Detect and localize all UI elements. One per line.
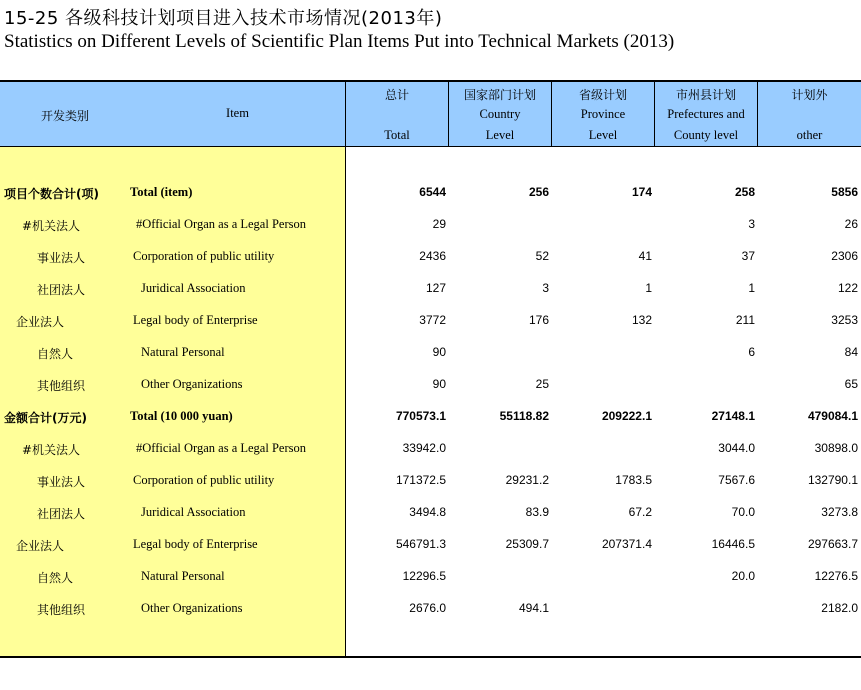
row-label-en: Corporation of public utility: [133, 249, 275, 263]
cell-other: 84: [844, 345, 858, 359]
row-label-cn: 事业法人: [37, 251, 86, 265]
row-label-cn: #机关法人: [22, 443, 81, 457]
cell-other: 2306: [831, 249, 858, 263]
cell-prefecture: 37: [741, 249, 755, 263]
cell-province: 207371.4: [601, 537, 652, 551]
table-row: [0, 530, 861, 562]
table-row: [0, 274, 861, 306]
table-row: [0, 562, 861, 594]
cell-prefecture: 211: [735, 313, 755, 327]
header-other-en: other: [796, 128, 823, 142]
row-label-cn: 其他组织: [37, 603, 86, 617]
row-label-en: Corporation of public utility: [133, 473, 275, 487]
cell-country: 256: [528, 185, 549, 199]
cell-province: 1783.5: [615, 473, 652, 487]
table-row-total-amount: [0, 402, 861, 434]
cell-prefecture: 27148.1: [711, 409, 755, 423]
header-prefecture: [655, 82, 757, 146]
cell-province: 67.2: [628, 505, 652, 519]
cell-other: 3273.8: [821, 505, 858, 519]
cell-other: 12276.5: [814, 569, 858, 583]
table-row: [0, 370, 861, 402]
cell-province: 209222.1: [601, 409, 652, 423]
header-province-en1: Province: [580, 107, 626, 121]
header-country-cn: 国家部门计划: [463, 88, 536, 102]
row-label-en: #Official Organ as a Legal Person: [136, 441, 306, 455]
table-row: [0, 242, 861, 274]
header-province-cn: 省级计划: [578, 88, 627, 102]
row-label-en: Natural Personal: [141, 569, 225, 583]
row-label-cn: 社团法人: [37, 507, 86, 521]
header-province: [552, 82, 654, 146]
row-label-cn: 项目个数合计(项): [4, 187, 99, 201]
cell-other: 3253: [831, 313, 858, 327]
cell-country: 83.9: [525, 505, 549, 519]
cell-prefecture: 20.0: [731, 569, 755, 583]
cell-total: 33942.0: [402, 441, 446, 455]
header-country: [449, 82, 551, 146]
header-prefecture-en2: County level: [673, 128, 739, 142]
cell-prefecture: 1: [748, 281, 755, 295]
cell-other: 132790.1: [807, 473, 858, 487]
row-label-en: Other Organizations: [141, 601, 243, 615]
header-item-en: Item: [226, 106, 249, 120]
header-other-cn: 计划外: [791, 88, 828, 102]
header-other: [758, 82, 861, 146]
table-row: [0, 338, 861, 370]
cell-prefecture: 70.0: [731, 505, 755, 519]
table-row: [0, 594, 861, 626]
cell-other: 5856: [831, 185, 858, 199]
cell-other: 30898.0: [814, 441, 858, 455]
row-label-en: Legal body of Enterprise: [133, 537, 258, 551]
cell-total: 3494.8: [409, 505, 446, 519]
row-label-en: Total (10 000 yuan): [130, 409, 233, 423]
cell-prefecture: 258: [734, 185, 755, 199]
cell-other: 2182.0: [821, 601, 858, 615]
row-label-cn: 事业法人: [37, 475, 86, 489]
cell-country: 494.1: [518, 601, 549, 615]
page-title-english: Statistics on Different Levels of Scientific Plan Items Put into Technical Markets (2013): [4, 31, 675, 52]
row-label-cn: 其他组织: [37, 379, 86, 393]
cell-country: 29231.2: [505, 473, 549, 487]
cell-prefecture: 3044.0: [718, 441, 755, 455]
cell-other: 297663.7: [807, 537, 858, 551]
table-row: [0, 306, 861, 338]
header-province-en2: Level: [588, 128, 618, 142]
cell-other: 122: [837, 281, 858, 295]
header-type-cn: 开发类别: [40, 109, 89, 123]
cell-country: 25: [535, 377, 549, 391]
row-label-en: Natural Personal: [141, 345, 225, 359]
table-row: [0, 466, 861, 498]
row-label-cn: 社团法人: [37, 283, 86, 297]
cell-other: 26: [844, 217, 858, 231]
cell-province: 1: [645, 281, 652, 295]
cell-total: 29: [432, 217, 446, 231]
cell-total: 90: [432, 377, 446, 391]
row-label-cn: #机关法人: [22, 219, 81, 233]
row-label-en: Juridical Association: [141, 505, 246, 519]
table-row: [0, 434, 861, 466]
header-type: [0, 82, 130, 146]
cell-prefecture: 3: [748, 217, 755, 231]
cell-prefecture: 7567.6: [718, 473, 755, 487]
cell-country: 55118.82: [499, 409, 549, 423]
cell-other: 479084.1: [807, 409, 858, 423]
row-label-cn: 自然人: [37, 347, 74, 361]
row-label-en: Juridical Association: [141, 281, 246, 295]
cell-total: 2436: [419, 249, 446, 263]
cell-total: 90: [432, 345, 446, 359]
header-prefecture-cn: 市州县计划: [675, 88, 736, 102]
header-total-en: Total: [384, 128, 410, 142]
cell-total: 6544: [419, 185, 446, 199]
header-country-en2: Level: [485, 128, 515, 142]
cell-prefecture: 16446.5: [711, 537, 755, 551]
header-prefecture-en1: Prefectures and: [667, 107, 745, 121]
page-title-chinese: 15-25 各级科技计划项目进入技术市场情况(2013年): [4, 8, 443, 29]
row-label-en: Total (item): [130, 185, 193, 199]
cell-country: 176: [528, 313, 549, 327]
header-country-en1: Country: [479, 107, 521, 121]
table-row: [0, 498, 861, 530]
cell-other: 65: [844, 377, 858, 391]
table-row: [0, 210, 861, 242]
cell-country: 25309.7: [505, 537, 549, 551]
row-label-cn: 自然人: [37, 571, 74, 585]
cell-province: 132: [631, 313, 652, 327]
cell-total: 3772: [419, 313, 446, 327]
row-label-en: #Official Organ as a Legal Person: [136, 217, 306, 231]
row-label-cn: 企业法人: [16, 315, 65, 329]
cell-total: 127: [425, 281, 446, 295]
row-label-cn: 金额合计(万元): [4, 411, 87, 425]
cell-total: 770573.1: [395, 409, 446, 423]
row-label-en: Legal body of Enterprise: [133, 313, 258, 327]
row-label-cn: 企业法人: [16, 539, 65, 553]
header-item: [130, 82, 345, 146]
cell-province: 174: [631, 185, 652, 199]
cell-country: 52: [535, 249, 549, 263]
header-total-cn: 总计: [384, 88, 409, 102]
cell-prefecture: 6: [748, 345, 755, 359]
cell-total: 171372.5: [395, 473, 446, 487]
table-row-total-items: [0, 178, 861, 210]
cell-total: 2676.0: [409, 601, 446, 615]
cell-province: 41: [638, 249, 652, 263]
table-bottom-rule: [0, 656, 861, 658]
row-label-en: Other Organizations: [141, 377, 243, 391]
cell-country: 3: [542, 281, 549, 295]
cell-total: 546791.3: [395, 537, 446, 551]
cell-total: 12296.5: [402, 569, 446, 583]
header-total: [346, 82, 448, 146]
